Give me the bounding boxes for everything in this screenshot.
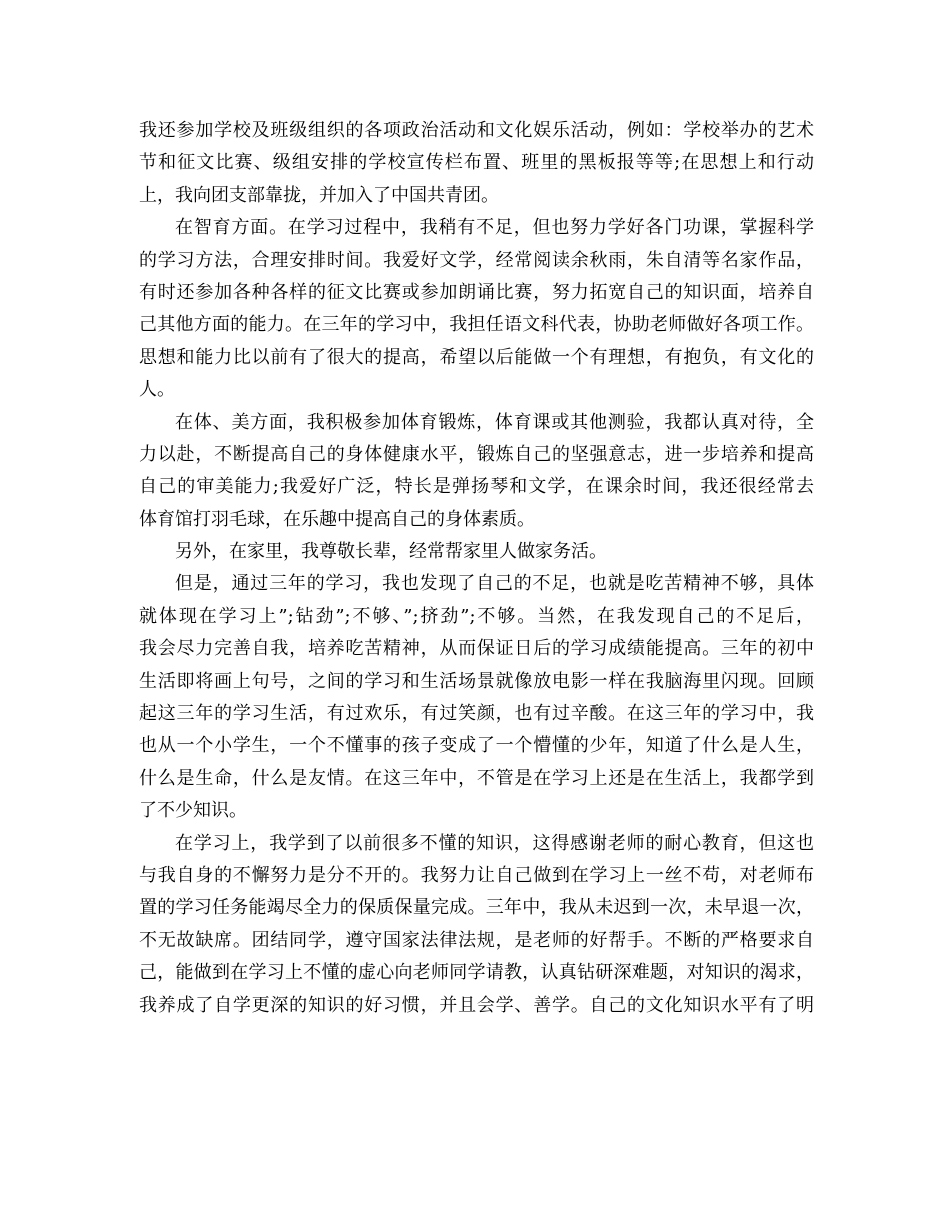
text-line: 己，能做到在学习上不懂的虚心向老师同学请教，认真钻研深难题，对知识的渴求，: [139, 962, 814, 984]
text-line: 的学习方法，合理安排时间。我爱好文学，经常阅读余秋雨，朱自清等名家作品，: [139, 249, 814, 271]
text-line: 体育馆打羽毛球，在乐趣中提高自己的身体素质。: [139, 508, 535, 530]
text-line: 起这三年的学习生活，有过欢乐，有过笑颜，也有过辛酸。在这三年的学习中，我: [139, 703, 814, 725]
text-line: 但是，通过三年的学习，我也发现了自己的不足，也就是吃苦精神不够，具体: [175, 573, 814, 595]
text-line: 置的学习任务能竭尽全力的保质保量完成。三年中，我从未迟到一次，未早退一次，: [139, 897, 814, 919]
text-line: 思想和能力比以前有了很大的提高，希望以后能做一个有理想，有抱负，有文化的: [139, 346, 814, 368]
text-line: 不无故缺席。团结同学，遵守国家法律法规，是老师的好帮手。不断的严格要求自: [139, 929, 814, 951]
text-line: 在学习上，我学到了以前很多不懂的知识，这得感谢老师的耐心教育，但这也: [175, 832, 814, 854]
text-line: 什么是生命，什么是友情。在这三年中，不管是在学习上还是在生活上，我都学到: [139, 767, 814, 789]
text-line: 我养成了自学更深的知识的好习惯，并且会学、善学。自己的文化知识水平有了明: [139, 994, 814, 1016]
text-line: 己其他方面的能力。在三年的学习中，我担任语文科代表，协助老师做好各项工作。: [139, 314, 814, 336]
paragraph-intellectual: [139, 212, 814, 406]
text-line: 也从一个小学生，一个不懂事的孩子变成了一个懵懂的少年，知道了什么是人生，: [139, 735, 814, 757]
text-line: 上，我向团支部靠拢，并加入了中国共青团。: [139, 184, 499, 206]
text-line: 了不少知识。: [139, 800, 247, 822]
text-line: 自己的审美能力;我爱好广泛，特长是弹扬琴和文学，在课余时间，我还很经常去: [139, 476, 814, 498]
paragraph-physical-aesthetic: [139, 407, 814, 537]
text-line: 在智育方面。在学习过程中，我稍有不足，但也努力学好各门功课，掌握科学: [175, 217, 814, 239]
document-body: [139, 115, 814, 1022]
text-line: 在体、美方面，我积极参加体育锻炼，体育课或其他测验，我都认真对待，全: [175, 411, 814, 433]
text-line: 另外，在家里，我尊敬长辈，经常帮家里人做家务活。: [175, 541, 607, 563]
paragraph-family: [139, 536, 814, 568]
text-line: 有时还参加各种各样的征文比赛或参加朗诵比赛，努力拓宽自己的知识面，培养自: [139, 281, 814, 303]
text-line: 生活即将画上句号，之间的学习和生活场景就像放电影一样在我脑海里闪现。回顾: [139, 670, 814, 692]
paragraph-study: [139, 828, 814, 1022]
text-line: 与我自身的不懈努力是分不开的。我努力让自己做到在学习上一丝不苟，对老师布: [139, 864, 814, 886]
paragraph-activities: [139, 115, 814, 212]
text-line: 我会尽力完善自我，培养吃苦精神，从而保证日后的学习成绩能提高。三年的初中: [139, 638, 814, 660]
paragraph-shortcomings: [139, 568, 814, 827]
text-line: 我还参加学校及班级组织的各项政治活动和文化娱乐活动，例如：学校举办的艺术: [139, 120, 814, 141]
text-line: 人。: [139, 379, 175, 401]
text-line: 力以赴，不断提高自己的身体健康水平，锻炼自己的坚强意志，进一步培养和提高: [139, 443, 814, 465]
text-line: 就体现在学习上”;钻劲”;不够、”;挤劲”;不够。当然，在我发现自己的不足后，: [139, 605, 814, 627]
text-line: 节和征文比赛、级组安排的学校宣传栏布置、班里的黑板报等等;在思想上和行动: [139, 152, 814, 174]
